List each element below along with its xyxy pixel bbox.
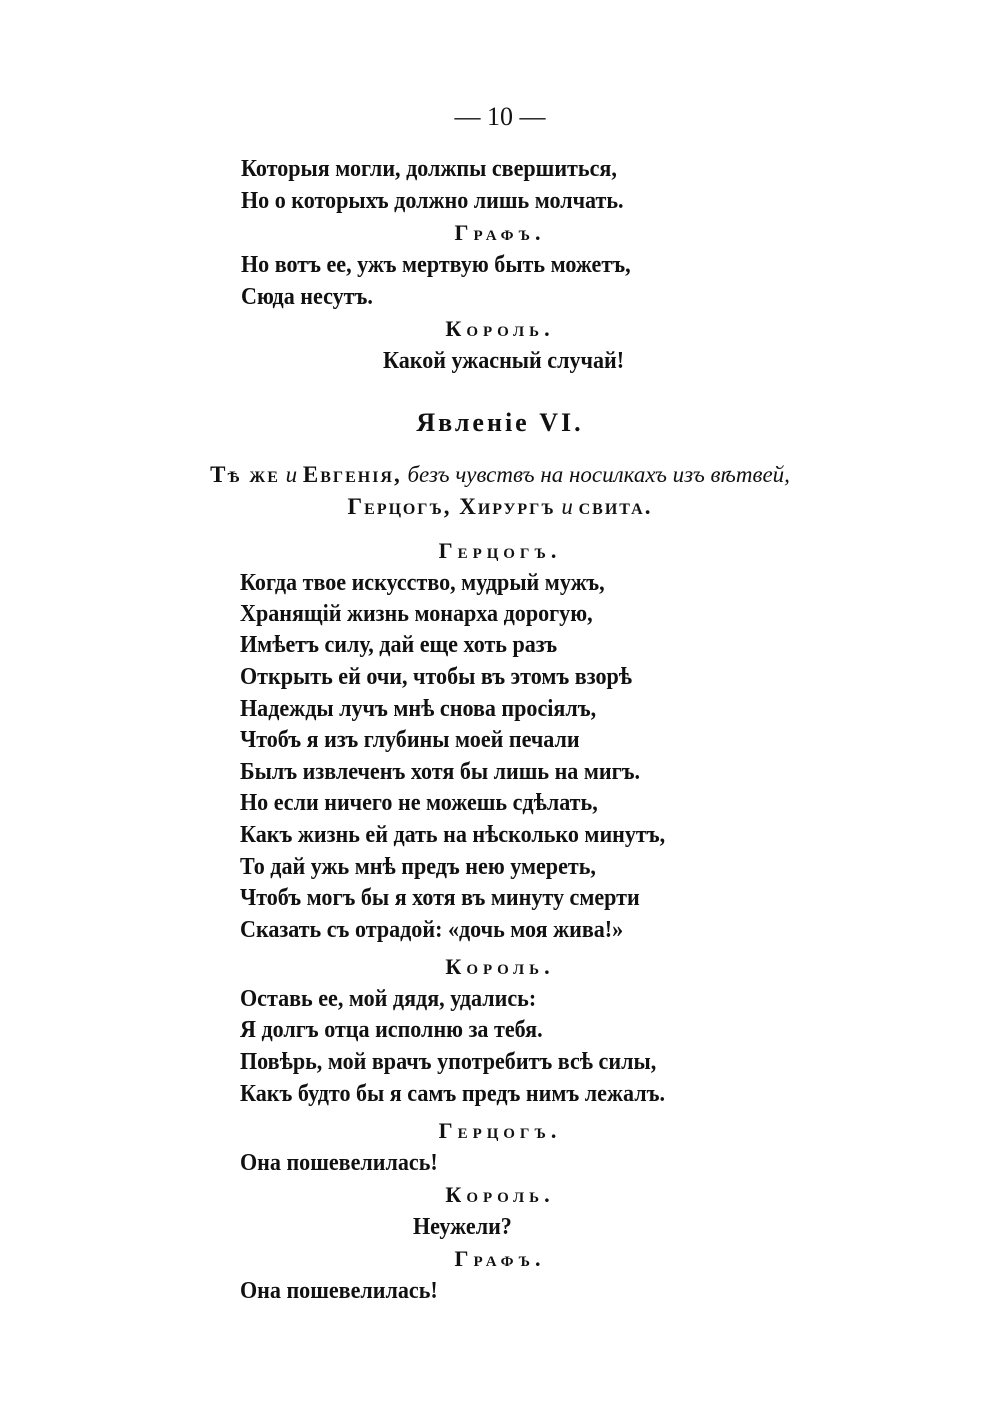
stage-direction-line2 [0, 492, 1000, 522]
verse-line: Она пошевелилась! [240, 1150, 438, 1176]
verse-line: Хранящій жизнь монарха дорогую, [240, 601, 593, 627]
stage-direction-line1 [0, 460, 1000, 490]
verse-line: Я долгъ отца исполню за тебя. [240, 1017, 543, 1043]
stage-characters: Герцогъ, Хирургъ [347, 494, 556, 519]
verse-line: Но если ничего не можешь сдѣлать, [240, 790, 598, 816]
verse-line: Надежды лучъ мнѣ снова просіялъ, [240, 696, 597, 722]
verse-line: Сказать съ отрадой: «дочь моя жива!» [240, 917, 624, 943]
verse-line: Повѣрь, мой врачъ употребитъ всѣ силы, [240, 1049, 657, 1075]
speaker-name: Король. [445, 1182, 555, 1207]
verse-line: Чтобъ я изъ глубины моей печали [240, 727, 580, 753]
verse-line: Сюда несутъ. [241, 284, 373, 310]
speaker-name: Король. [445, 954, 555, 979]
speaker-name: Герцогъ. [438, 1118, 562, 1143]
verse-line: Какъ жизнь ей дать на нѣсколько минутъ, [240, 822, 666, 848]
speaker-name: Герцогъ. [438, 538, 562, 563]
verse-line: Неужели? [413, 1214, 512, 1240]
stage-conjunction: и [285, 462, 298, 487]
scene-title: Явленіе VI. [416, 408, 584, 437]
verse-line: Имѣетъ силу, дай еще хоть разъ [240, 632, 558, 658]
stage-characters: свита. [578, 494, 653, 519]
verse-line: То дай ужь мнѣ предъ нею умереть, [240, 854, 596, 880]
verse-line: Былъ извлеченъ хотя бы лишь на мигъ. [240, 759, 641, 785]
verse-line: Какой ужасный случай! [383, 348, 625, 374]
page-number: — 10 — [454, 102, 546, 131]
stage-conjunction: и [561, 494, 573, 519]
stage-characters: Тѣ же [210, 462, 280, 487]
verse-line: Которыя могли, должпы свершиться, [241, 156, 617, 182]
verse-line: Чтобъ могъ бы я хотя въ минуту смерти [240, 885, 640, 911]
verse-line: Но вотъ ее, ужъ мертвую быть можетъ, [241, 252, 631, 278]
verse-line: Оставь ее, мой дядя, удались: [240, 986, 537, 1012]
verse-line: Она пошевелилась! [240, 1278, 438, 1304]
verse-line: Какъ будто бы я самъ предъ нимъ лежалъ. [240, 1081, 665, 1107]
verse-line: Открыть ей очи, чтобы въ этомъ взорѣ [240, 664, 633, 690]
speaker-name: Графъ. [454, 220, 546, 245]
stage-characters: Евгенія, [302, 462, 402, 487]
stage-remark: безъ чувствъ на носилкахъ изъ вѣтвей, [407, 462, 790, 487]
verse-line: Но о которыхъ должно лишь молчать. [241, 188, 624, 214]
speaker-name: Король. [445, 316, 555, 341]
speaker-name: Графъ. [454, 1246, 546, 1271]
verse-line: Когда твое искусство, мудрый мужъ, [240, 570, 605, 596]
